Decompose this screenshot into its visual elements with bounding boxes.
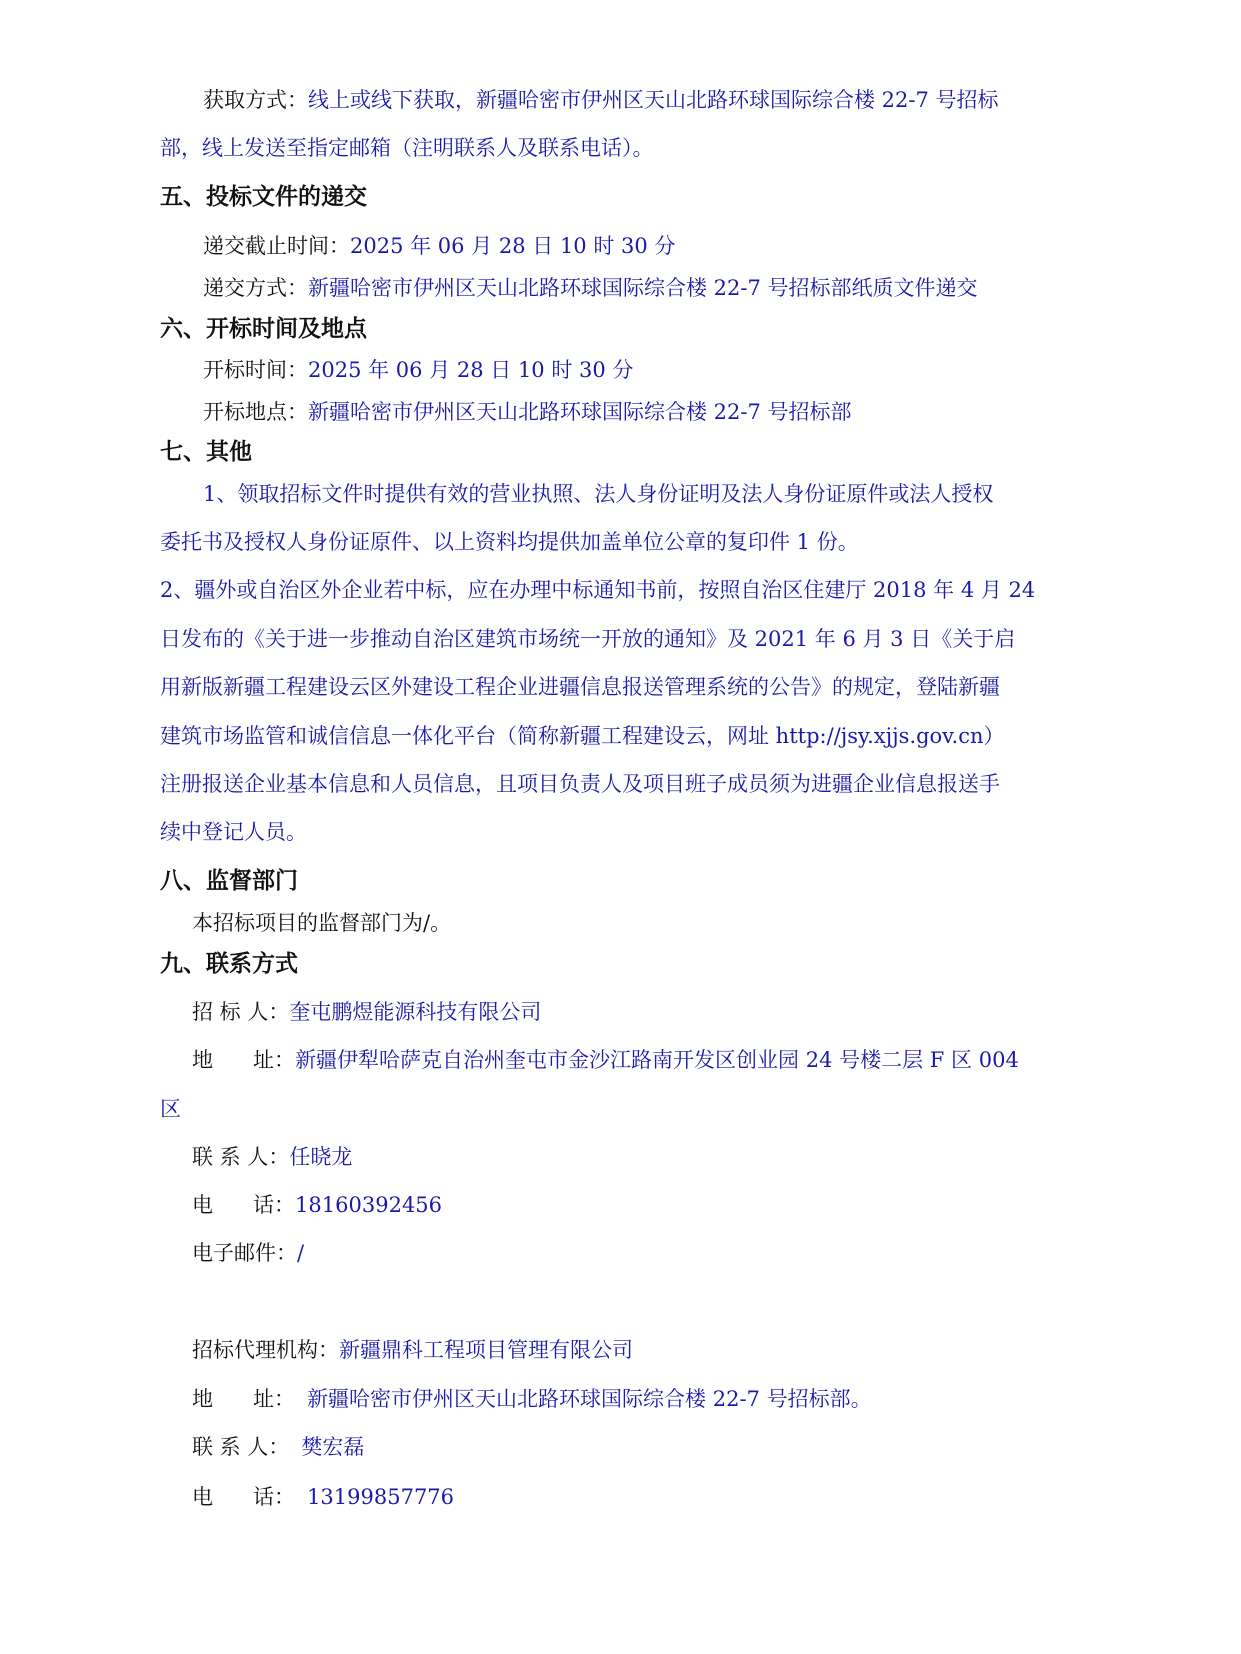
agency-address-line bbox=[192, 1389, 872, 1410]
section7-heading: 七、其他 bbox=[160, 439, 252, 465]
submit-method-label: 递交方式： bbox=[203, 276, 308, 300]
other-item2-line3: 用新版新疆工程建设云区外建设工程企业进疆信息报送管理系统的公告》的规定，登陆新疆 bbox=[160, 675, 1000, 699]
section8-heading: 八、监督部门 bbox=[160, 868, 298, 894]
section5-heading: 五、投标文件的递交 bbox=[160, 184, 367, 210]
agency-label: 招标代理机构： bbox=[192, 1338, 339, 1362]
opening-time-line bbox=[203, 360, 633, 381]
other-item1-line2: 委托书及授权人身份证原件、以上资料均提供加盖单位公章的复印件 1 份。 bbox=[160, 530, 859, 554]
agency-address-label: 地 址： bbox=[192, 1387, 296, 1411]
acquisition-label: 获取方式： bbox=[203, 88, 308, 112]
section9-heading: 九、联系方式 bbox=[160, 951, 298, 977]
other-item2-line4: 建筑市场监管和诚信信息一体化平台（简称新疆工程建设云，网址 http://jsy.xjjs.gov.cn） bbox=[160, 724, 1005, 748]
acquisition-value: 线上或线下获取，新疆哈密市伊州区天山北路环球国际综合楼 22-7 号招标 bbox=[308, 88, 999, 112]
tenderer-contact-label: 联 系 人： bbox=[192, 1145, 290, 1169]
deadline-value: 2025 年 06 月 28 日 10 时 30 分 bbox=[350, 234, 676, 258]
tenderer-phone-line bbox=[192, 1195, 442, 1216]
tenderer-email-line bbox=[192, 1243, 304, 1264]
agency-contact-value: 樊宏磊 bbox=[301, 1435, 365, 1459]
opening-place-line bbox=[203, 402, 852, 423]
opening-time-label: 开标时间： bbox=[203, 358, 308, 382]
tenderer-email-value: / bbox=[297, 1241, 305, 1265]
tenderer-address-value: 新疆伊犁哈萨克自治州奎屯市金沙江路南开发区创业园 24 号楼二层 F 区 004 bbox=[295, 1048, 1019, 1072]
agency-contact-line bbox=[192, 1437, 364, 1458]
other-item2-line1: 2、疆外或自治区外企业若中标，应在办理中标通知书前，按照自治区住建厅 2018 年 4 月 24 bbox=[160, 578, 1036, 602]
tenderer-label: 招 标 人： bbox=[192, 1000, 290, 1024]
other-item2-line2: 日发布的《关于进一步推动自治区建筑市场统一开放的通知》及 2021 年 6 月 3 日《关于启 bbox=[160, 627, 1016, 651]
submit-method-value: 新疆哈密市伊州区天山北路环球国际综合楼 22-7 号招标部纸质文件递交 bbox=[308, 276, 978, 300]
other-item2-line5: 注册报送企业基本信息和人员信息，且项目负责人及项目班子成员须为进疆企业信息报送手 bbox=[160, 772, 1000, 796]
agency-phone-value: 13199857776 bbox=[307, 1485, 455, 1509]
tenderer-phone-label: 电 话： bbox=[192, 1193, 296, 1217]
tenderer-contact-line bbox=[192, 1147, 352, 1168]
submit-method-line bbox=[203, 278, 978, 299]
tenderer-address-line bbox=[192, 1050, 1019, 1071]
acquisition-line1 bbox=[203, 90, 999, 111]
agency-value: 新疆鼎科工程项目管理有限公司 bbox=[339, 1338, 633, 1362]
section6-heading: 六、开标时间及地点 bbox=[160, 316, 367, 342]
tenderer-phone-value: 18160392456 bbox=[295, 1193, 443, 1217]
tenderer-address-label: 地 址： bbox=[192, 1048, 296, 1072]
agency-phone-label: 电 话： bbox=[192, 1485, 296, 1509]
agency-address-value: 新疆哈密市伊州区天山北路环球国际综合楼 22-7 号招标部。 bbox=[307, 1387, 872, 1411]
agency-contact-label: 联 系 人： bbox=[192, 1435, 290, 1459]
other-item1-line1: 1、领取招标文件时提供有效的营业执照、法人身份证明及法人身份证原件或法人授权 bbox=[203, 482, 994, 506]
agency-phone-line bbox=[192, 1487, 454, 1508]
agency-line bbox=[192, 1340, 633, 1361]
tenderer-value: 奎屯鹏煜能源科技有限公司 bbox=[289, 1000, 542, 1024]
opening-time-value: 2025 年 06 月 28 日 10 时 30 分 bbox=[308, 358, 634, 382]
tenderer-line bbox=[192, 1002, 541, 1023]
tenderer-contact-value: 任晓龙 bbox=[289, 1145, 353, 1169]
opening-place-value: 新疆哈密市伊州区天山北路环球国际综合楼 22-7 号招标部 bbox=[308, 400, 852, 424]
tenderer-address-line2: 区 bbox=[160, 1097, 181, 1121]
acquisition-line2: 部，线上发送至指定邮箱（注明联系人及联系电话）。 bbox=[160, 136, 654, 160]
deadline-label: 递交截止时间： bbox=[203, 234, 350, 258]
other-item2-line6: 续中登记人员。 bbox=[160, 820, 307, 844]
supervision-text: 本招标项目的监督部门为/。 bbox=[192, 911, 452, 935]
tenderer-email-label: 电子邮件： bbox=[192, 1241, 297, 1265]
opening-place-label: 开标地点： bbox=[203, 400, 308, 424]
deadline-line bbox=[203, 236, 675, 257]
